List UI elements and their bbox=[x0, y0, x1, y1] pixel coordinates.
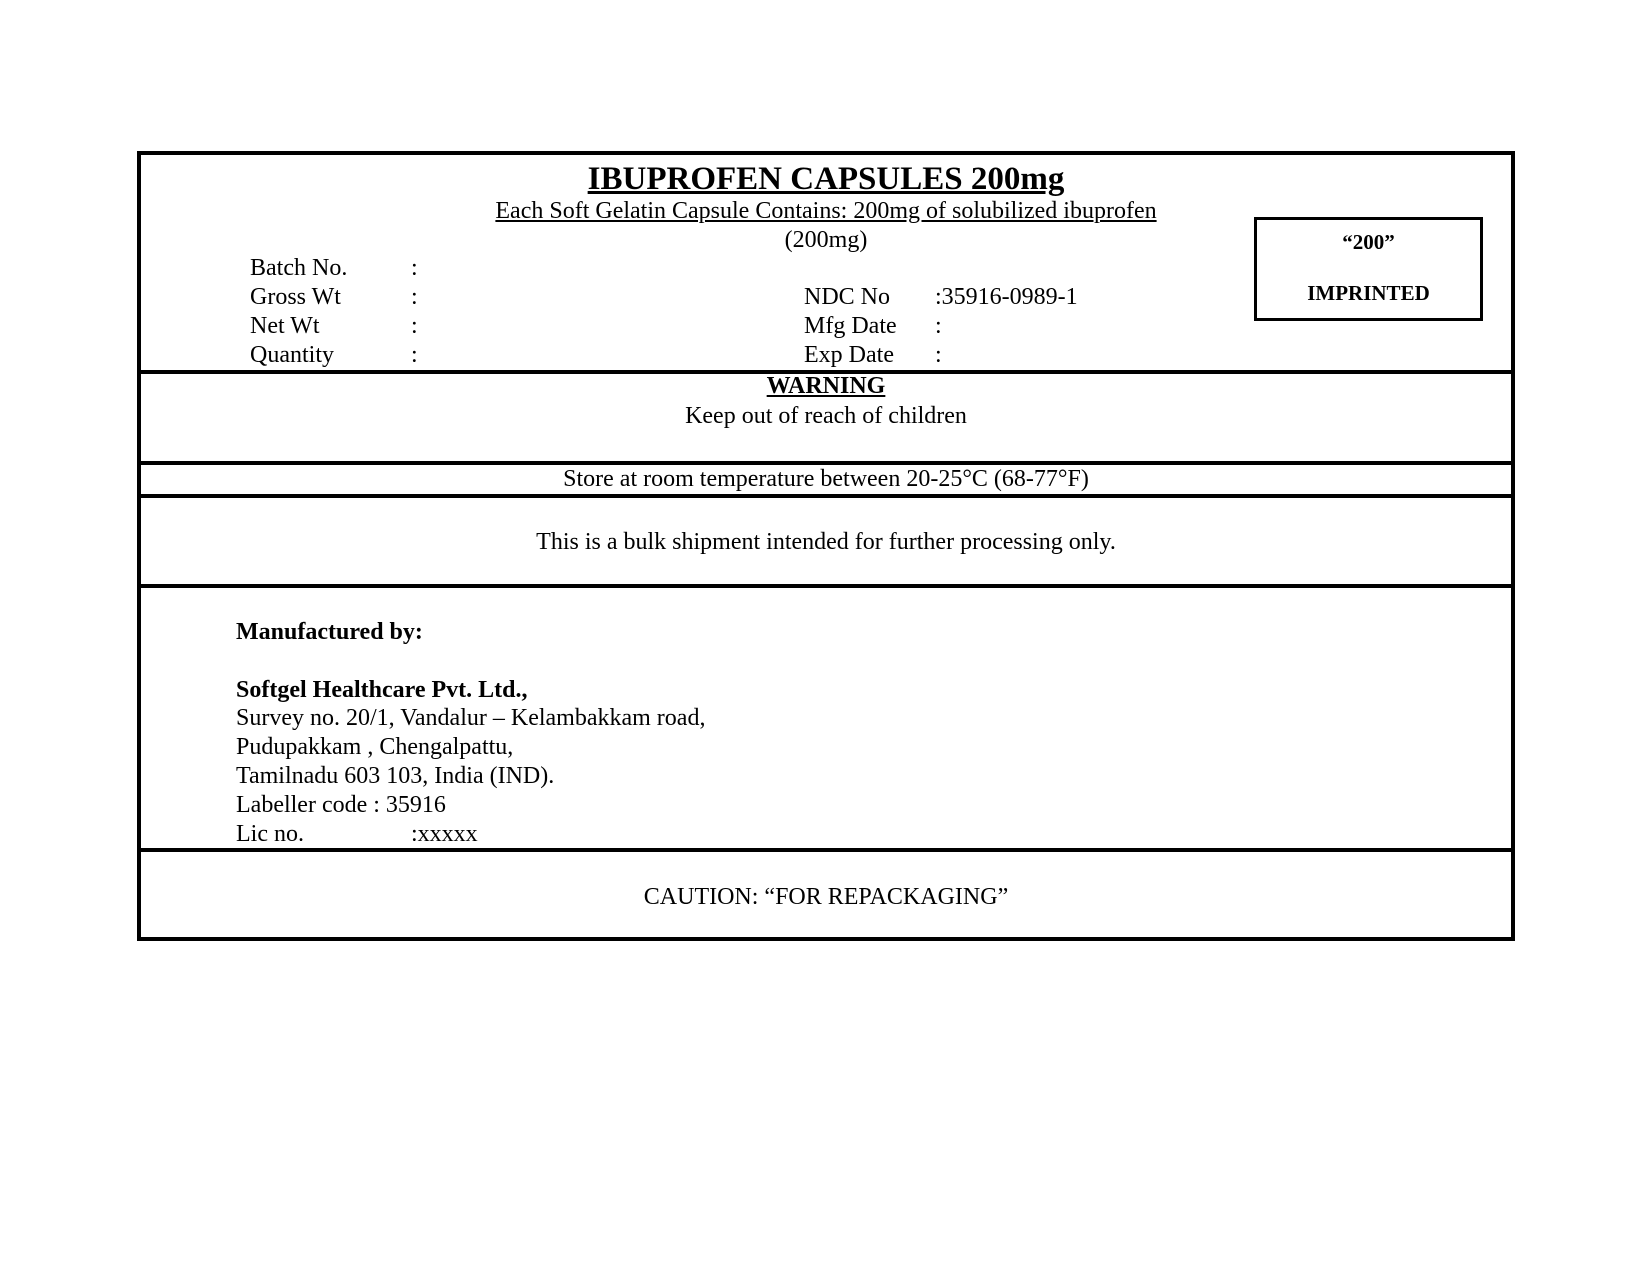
gross-wt-label: Gross Wt bbox=[250, 284, 341, 310]
labeller-code: Labeller code : 35916 bbox=[236, 792, 446, 818]
manufacturer-address-line2: Pudupakkam , Chengalpattu, bbox=[236, 734, 514, 760]
label-subtitle: Each Soft Gelatin Capsule Contains: 200mg of solubilized ibuprofen bbox=[495, 198, 1157, 224]
divider-manufacturer bbox=[141, 848, 1511, 852]
manufacturer-address-line1: Survey no. 20/1, Vandalur – Kelambakkam road, bbox=[236, 705, 706, 731]
net-wt-label: Net Wt bbox=[250, 313, 320, 339]
manufacturer-address-line3: Tamilnadu 603 103, India (IND). bbox=[236, 763, 555, 789]
net-wt-sep: : bbox=[411, 313, 418, 339]
storage-text: Store at room temperature between 20-25°C (68-77°F) bbox=[563, 466, 1089, 492]
bulk-notice: This is a bulk shipment intended for further processing only. bbox=[536, 529, 1116, 555]
divider-storage bbox=[141, 494, 1511, 498]
mfg-date-label: Mfg Date bbox=[804, 313, 897, 339]
imprint-code: “200” bbox=[1342, 230, 1395, 254]
imprint-label: IMPRINTED bbox=[1307, 281, 1430, 305]
manufacturer-heading: Manufactured by: bbox=[236, 619, 423, 645]
quantity-sep: : bbox=[411, 342, 418, 368]
label-title: IBUPROFEN CAPSULES 200mg bbox=[587, 161, 1065, 197]
divider-warning bbox=[141, 461, 1511, 465]
exp-date-label: Exp Date bbox=[804, 342, 894, 368]
label-subtitle-strength: (200mg) bbox=[784, 227, 868, 253]
ndc-no-value: :35916-0989-1 bbox=[935, 284, 1078, 310]
ndc-no-label: NDC No bbox=[804, 284, 891, 310]
lic-no-value: :xxxxx bbox=[411, 821, 478, 847]
batch-no-label: Batch No. bbox=[250, 255, 348, 281]
divider-bulk bbox=[141, 584, 1511, 588]
gross-wt-sep: : bbox=[411, 284, 418, 310]
warning-heading: WARNING bbox=[766, 373, 886, 399]
imprint-box bbox=[1254, 217, 1483, 321]
manufacturer-name: Softgel Healthcare Pvt. Ltd., bbox=[236, 677, 528, 703]
caution-text: CAUTION: “FOR REPACKAGING” bbox=[643, 884, 1009, 910]
product-label bbox=[137, 151, 1515, 941]
exp-date-value: : bbox=[935, 342, 942, 368]
batch-no-sep: : bbox=[411, 255, 418, 281]
warning-text: Keep out of reach of children bbox=[685, 403, 967, 429]
lic-no-label: Lic no. bbox=[236, 821, 304, 847]
mfg-date-value: : bbox=[935, 313, 942, 339]
quantity-label: Quantity bbox=[250, 342, 334, 368]
